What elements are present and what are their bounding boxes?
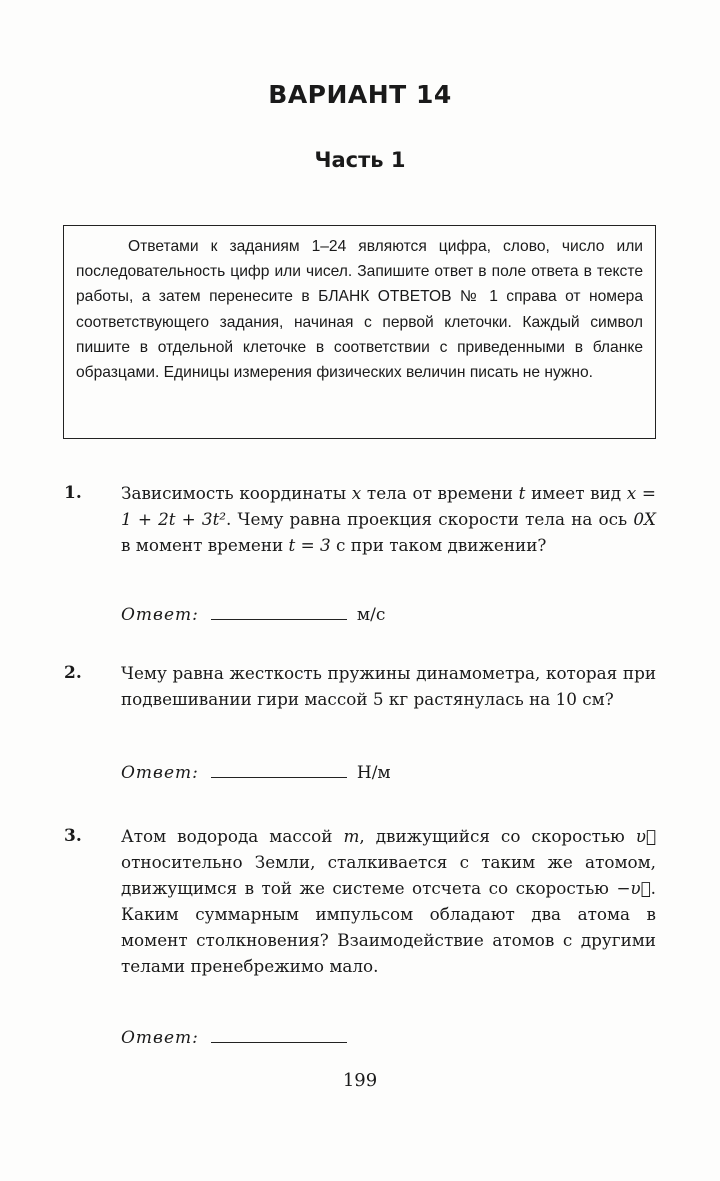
variant-title: ВАРИАНТ 14 <box>268 80 452 109</box>
task-text: Чему равна жесткость пружины динамометра, которая при подвешивании гири массой 5 кг растянулась на 10 см? <box>121 663 656 709</box>
answer-line <box>121 760 391 786</box>
task-number: 2. <box>64 663 82 683</box>
page-number: 199 <box>342 1070 378 1091</box>
answer-label: Ответ: <box>121 763 199 783</box>
instructions-text: Ответами к заданиям 1–24 являются цифра, слово, число или последовательность цифр или чисел. Запишите ответ в поле ответа в тексте работы, а затем перенесите в БЛАНК ОТВЕТОВ № 1 справа от номера соответствующего задания, начиная с первой клеточки. Каждый символ пишите в отдельной клеточке в соответствии с приведенными в бланке образцами. Единицы измерения физических величин писать не нужно. <box>76 238 643 382</box>
task-number: 1. <box>64 483 82 503</box>
answer-unit: м/с <box>356 605 386 625</box>
answer-field[interactable] <box>211 1025 347 1043</box>
task-text: Зависимость координаты x тела от времени t имеет вид x = 1 + 2t + 3t². Чему равна проекция скорости тела на ось 0X в момент времени t = 3 с при таком движении? <box>121 483 656 555</box>
answer-field[interactable] <box>211 602 347 620</box>
answer-field[interactable] <box>211 760 347 778</box>
answer-line <box>121 1025 357 1051</box>
instructions-box <box>63 225 656 439</box>
answer-unit: Н/м <box>356 763 391 783</box>
task-text: Атом водорода массой m, движущийся со скоростью υ⃗ относительно Земли, сталкивается с таким же атомом, движущимся в той же системе отсчета со скоростью −υ⃗. Каким суммарным импульсом обладают два атома в момент столкновения? Взаимодействие атомов с другими телами пренебрежимо мало. <box>121 826 657 976</box>
answer-label: Ответ: <box>121 1028 199 1048</box>
answer-line <box>121 602 385 628</box>
task-number: 3. <box>64 826 82 846</box>
answer-label: Ответ: <box>121 605 199 625</box>
part-title: Часть 1 <box>314 148 406 172</box>
